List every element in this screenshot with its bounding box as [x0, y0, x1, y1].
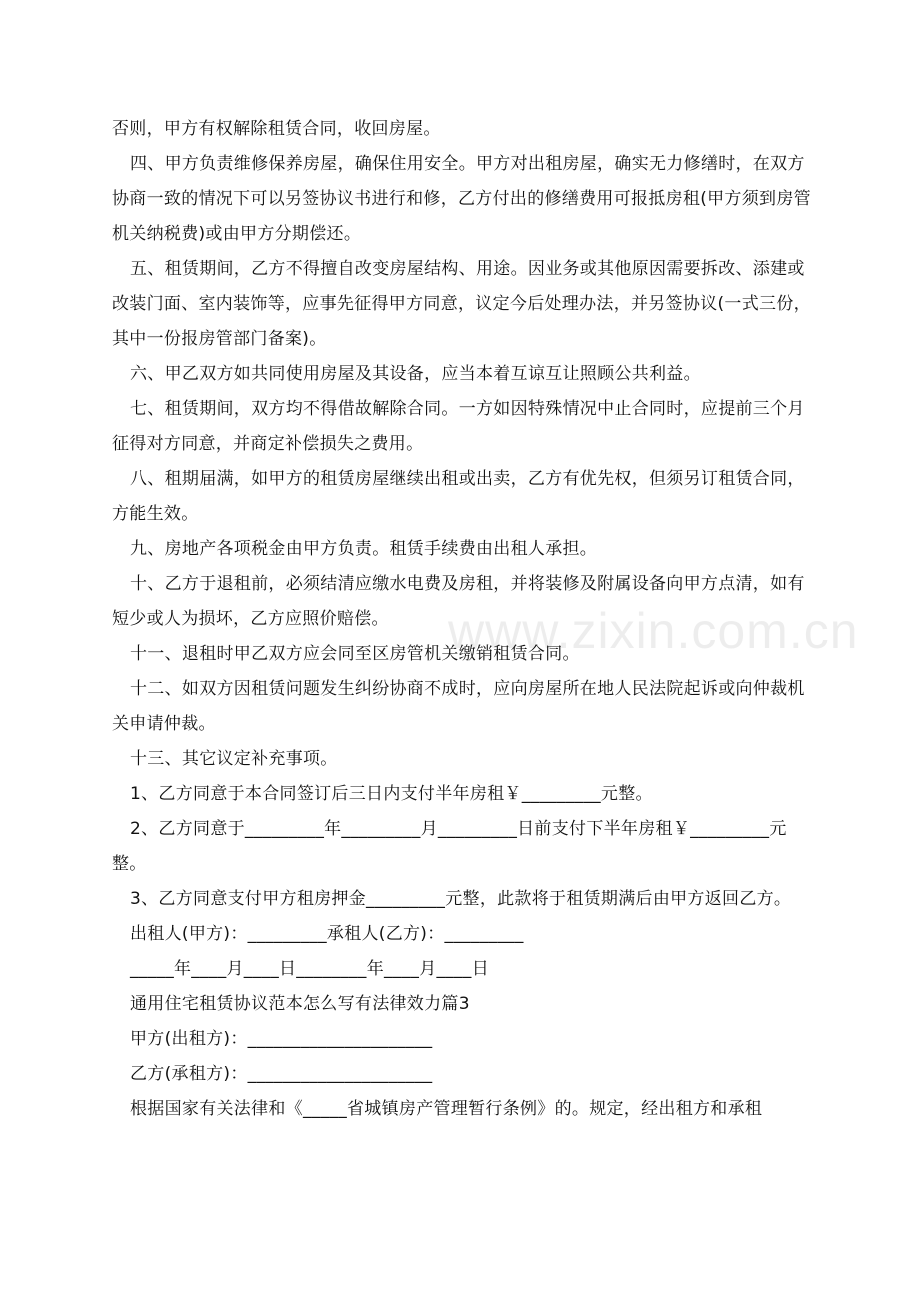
paragraph-clause-9: 九、房地产各项税金由甲方负责。租赁手续费由出租人承担。: [130, 539, 598, 559]
document-body: [112, 112, 812, 1127]
paragraph-termination: 否则，甲方有权解除租赁合同，收回房屋。: [112, 119, 441, 139]
paragraph-clause-6: 六、甲乙双方如共同使用房屋及其设备，应当本着互谅互让照顾公共利益。: [130, 364, 701, 384]
date-line: _____年____月____日________年____月____日: [130, 959, 489, 979]
party-a-line: 甲方(出租方)：_____________________: [130, 1029, 433, 1049]
paragraph-supplement-2: 2、乙方同意于_________年_________月_________日前支付下半年房租￥_________元整。: [112, 819, 787, 874]
watermark-text: www.zixin.com.cn: [448, 603, 859, 659]
signature-line: 出租人(甲方)：_________承租人(乙方)：_________: [130, 924, 524, 944]
section-title: 通用住宅租赁协议范本怎么写有法律效力篇3: [130, 994, 470, 1014]
paragraph-clause-8: 八、租期届满，如甲方的租赁房屋继续出租或出卖，乙方有优先权，但须另订租赁合同，方能生效。: [112, 469, 805, 524]
paragraph-preamble: 根据国家有关法律和《_____省城镇房产管理暂行条例》的。规定，经出租方和承租: [130, 1099, 763, 1119]
paragraph-clause-13: 十三、其它议定补充事项。: [130, 749, 338, 769]
paragraph-clause-10: 十、乙方于退租前，必须结清应缴水电费及房租，并将装修及附属设备向甲方点清，如有短少或人为损坏，乙方应照价赔偿。: [112, 574, 805, 629]
paragraph-clause-5: 五、租赁期间，乙方不得擅自改变房屋结构、用途。因业务或其他原因需要拆改、添建或改装门面、室内装饰等，应事先征得甲方同意，议定今后处理办法，并另签协议(一式三份，其中一份报房管部门备案)。: [112, 259, 811, 349]
paragraph-clause-4: 四、甲方负责维修保养房屋，确保住用安全。甲方对出租房屋，确实无力修缮时，在双方协商一致的情况下可以另签协议书进行和修，乙方付出的修缮费用可报抵房租(甲方须到房管机关纳税费)或由甲方分期偿还。: [112, 154, 811, 244]
paragraph-supplement-1: 1、乙方同意于本合同签订后三日内支付半年房租￥_________元整。: [130, 784, 653, 804]
paragraph-supplement-3: 3、乙方同意支付甲方租房押金_________元整，此款将于租赁期满后由甲方返回乙方。: [130, 889, 792, 909]
party-b-line: 乙方(承租方)：_____________________: [130, 1064, 433, 1084]
paragraph-clause-12: 十二、如双方因租赁问题发生纠纷协商不成时，应向房屋所在地人民法院起诉或向仲裁机关申请仲裁。: [112, 679, 805, 734]
paragraph-clause-11: 十一、退租时甲乙双方应会同至区房管机关缴销租赁合同。: [130, 644, 580, 664]
paragraph-clause-7: 七、租赁期间，双方均不得借故解除合同。一方如因特殊情况中止合同时，应提前三个月征得对方同意，并商定补偿损失之费用。: [112, 399, 805, 454]
